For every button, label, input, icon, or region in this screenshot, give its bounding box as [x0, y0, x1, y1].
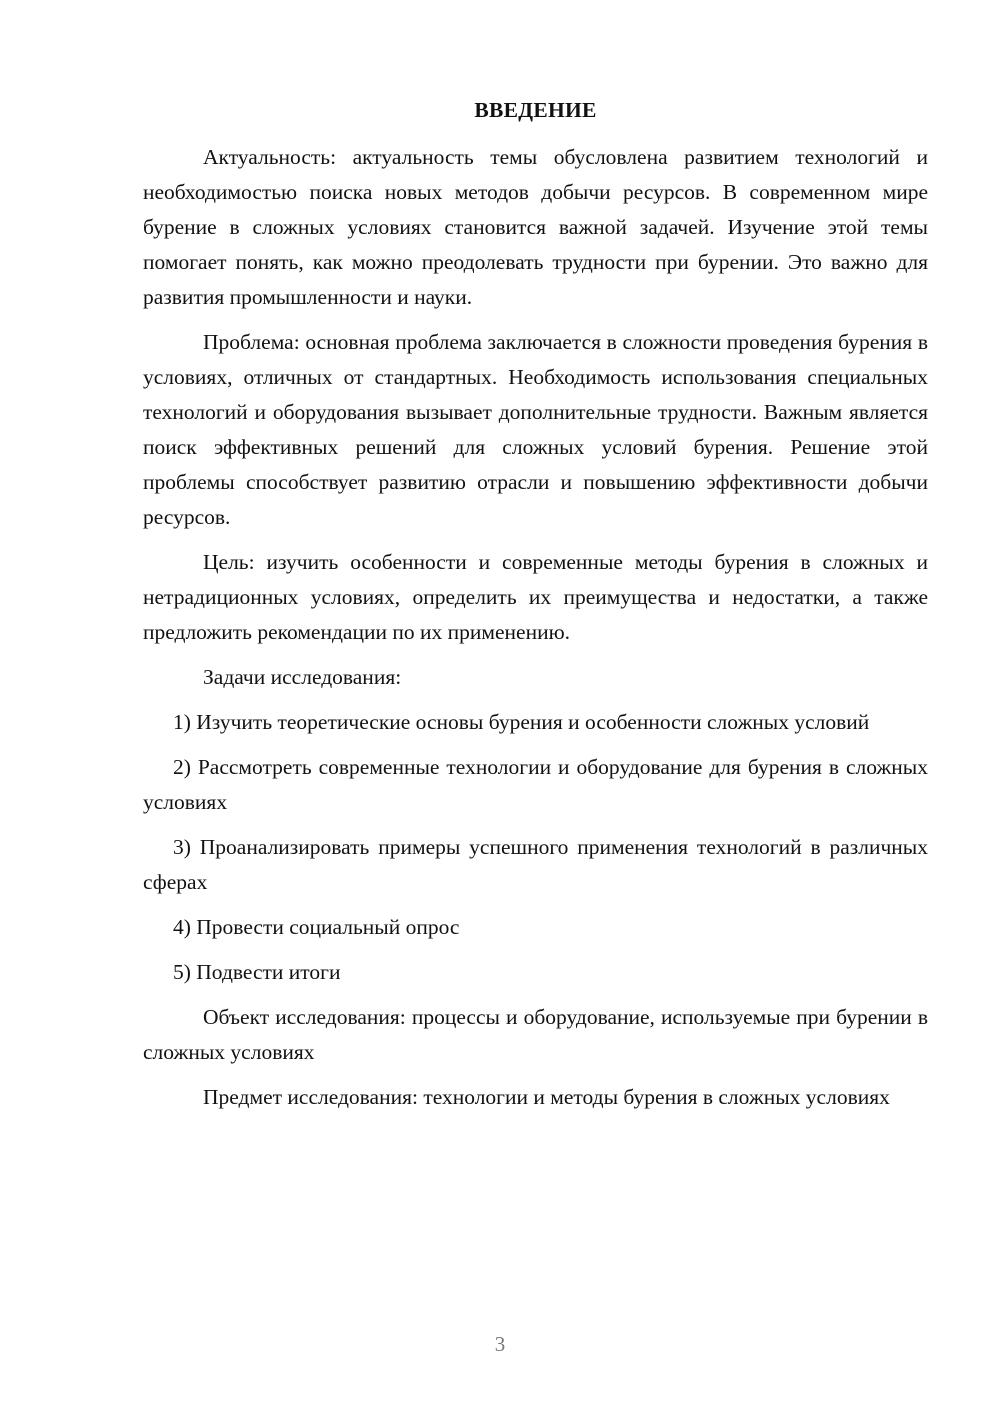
relevance-paragraph: Актуальность: актуальность темы обусловлена развитием технологий и необходимостью поиска новых методов добычи ресурсов. В современном мире бурение в сложных условиях становится важной задачей. Изучение этой темы помогает понять, как можно преодолевать трудности при бурении. Это важно для развития промышленности и науки. [143, 145, 928, 309]
task-item: 3) Проанализировать примеры успешного применения технологий в различных сферах [143, 835, 928, 894]
tasks-heading: Задачи исследования: [203, 665, 402, 689]
task-item: 1) Изучить теоретические основы бурения и особенности сложных условий [173, 710, 870, 734]
task-item: 5) Подвести итоги [173, 960, 341, 984]
page-content [143, 93, 928, 1125]
problem-paragraph: Проблема: основная проблема заключается в сложности проведения бурения в условиях, отличных от стандартных. Необходимость использования специальных технологий и оборудования вызывает дополнительные трудности. Важным является поиск эффективных решений для сложных условий бурения. Решение этой проблемы способствует развитию отрасли и повышению эффективности добычи ресурсов. [143, 330, 928, 529]
task-item: 2) Рассмотреть современные технологии и оборудование для бурения в сложных условиях [143, 755, 928, 814]
goal-paragraph: Цель: изучить особенности и современные методы бурения в сложных и нетрадиционных условиях, определить их преимущества и недостатки, а также предложить рекомендации по их применению. [143, 550, 928, 644]
page-number: 3 [494, 1332, 506, 1356]
research-object-paragraph: Объект исследования: процессы и оборудование, используемые при бурении в сложных условиях [143, 1005, 928, 1064]
page-title: ВВЕДЕНИЕ [474, 98, 597, 122]
research-subject-paragraph: Предмет исследования: технологии и методы бурения в сложных условиях [203, 1085, 890, 1109]
task-item: 4) Провести социальный опрос [173, 915, 460, 939]
